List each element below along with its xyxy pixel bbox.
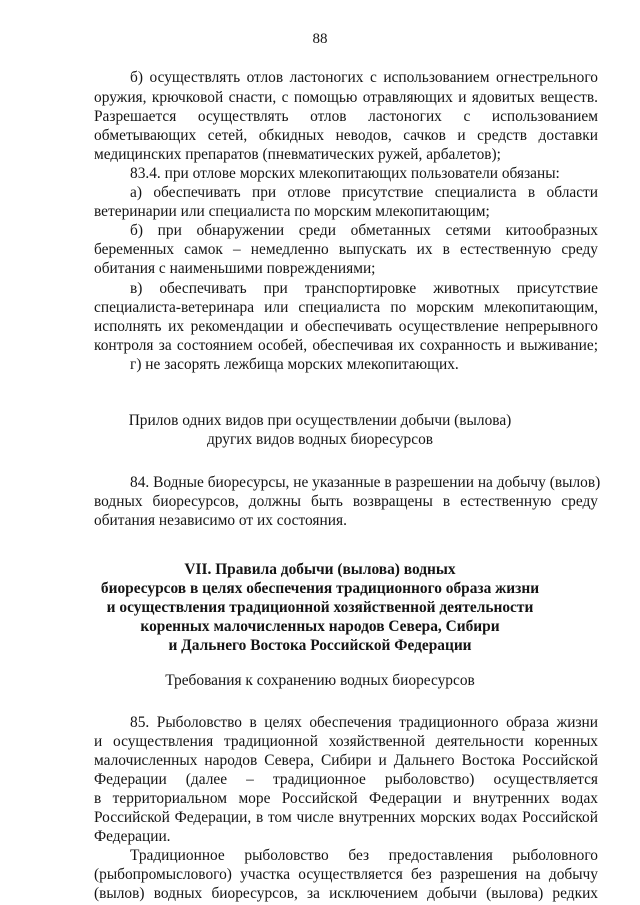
- text-line: а) обеспечивать при отлове присутствие специалиста в области: [130, 184, 598, 201]
- text-line: б) осуществлять отлов ластоногих с использованием огнестрельного: [130, 69, 598, 86]
- text-line: ветеринарии или специалиста по морским млекопитающим;: [94, 203, 490, 220]
- text-line: обитания с наименьшими повреждениями;: [94, 260, 376, 277]
- chapter-heading: и Дальнего Востока Российской Федерации: [168, 637, 472, 654]
- text-line: 83.4. при отлове морских млекопитающих пользователи обязаны:: [130, 165, 560, 182]
- text-line: Федерации.: [94, 828, 171, 845]
- text-line: г) не засорять лежбища морских млекопитающих.: [130, 356, 459, 373]
- chapter-heading: коренных малочисленных народов Севера, Сибири: [140, 618, 500, 635]
- text-line: медицинских препаратов (пневматических ружей, арбалетов);: [94, 146, 501, 163]
- text-line: водных биоресурсов, должны быть возвращены в естественную среду: [94, 493, 598, 510]
- chapter-heading: биоресурсов в целях обеспечения традиционного образа жизни: [100, 580, 540, 597]
- section-subheading: Прилов одних видов при осуществлении добычи (вылова): [128, 412, 512, 429]
- section-subheading: других видов водных биоресурсов: [206, 431, 434, 448]
- text-line: обметывающих сетей, обкидных неводов, сачков и средств доставки: [94, 127, 598, 144]
- chapter-heading: VII. Правила добычи (вылова) водных: [184, 561, 456, 578]
- text-line: обитания независимо от их состояния.: [94, 512, 347, 529]
- text-line: оружия, крючковой снасти, с помощью отравляющих и ядовитых веществ.: [94, 89, 598, 106]
- text-line: Разрешается осуществлять отлов ластоногих с использованием: [94, 108, 598, 125]
- text-line: 84. Водные биоресурсы, не указанные в разрешении на добычу (вылов): [130, 474, 601, 491]
- section-subheading: Требования к сохранению водных биоресурсов: [165, 672, 475, 689]
- text-line: Традиционное рыболовство без предоставления рыболовного: [130, 847, 598, 864]
- text-line: беременных самок – немедленно выпускать их в естественную среду: [94, 241, 598, 258]
- page-number: 88: [312, 31, 328, 47]
- text-line: в территориальном море Российской Федерации и внутренних водах: [94, 790, 598, 807]
- text-line: Федерации (далее – традиционное рыболовство) осуществляется: [94, 771, 598, 788]
- text-line: Российской Федерации, в том числе внутренних морских водах Российской: [94, 809, 598, 826]
- text-line: малочисленных народов Севера, Сибири и Дальнего Востока Российской: [94, 752, 598, 769]
- text-line: контроля за состоянием особей, обеспечивая их сохранность и выживание;: [94, 337, 598, 354]
- text-line: (рыбопромыслового) участка осуществляется без разрешения на добычу: [94, 866, 598, 883]
- text-line: специалиста-ветеринара или специалиста по морским млекопитающим,: [94, 299, 598, 316]
- text-line: б) при обнаружении среди обметанных сетями китообразных: [130, 222, 598, 239]
- text-line: в) обеспечивать при транспортировке животных присутствие: [130, 280, 598, 297]
- text-line: (вылов) водных биоресурсов, за исключением добычи (вылова) редких: [94, 885, 598, 902]
- text-line: и осуществления традиционной хозяйственной деятельности коренных: [94, 733, 598, 750]
- text-line: исполнять их рекомендации и обеспечивать осуществление непрерывного: [94, 318, 598, 335]
- chapter-heading: и осуществления традиционной хозяйственной деятельности: [106, 599, 534, 616]
- text-line: 85. Рыболовство в целях обеспечения традиционного образа жизни: [130, 714, 598, 731]
